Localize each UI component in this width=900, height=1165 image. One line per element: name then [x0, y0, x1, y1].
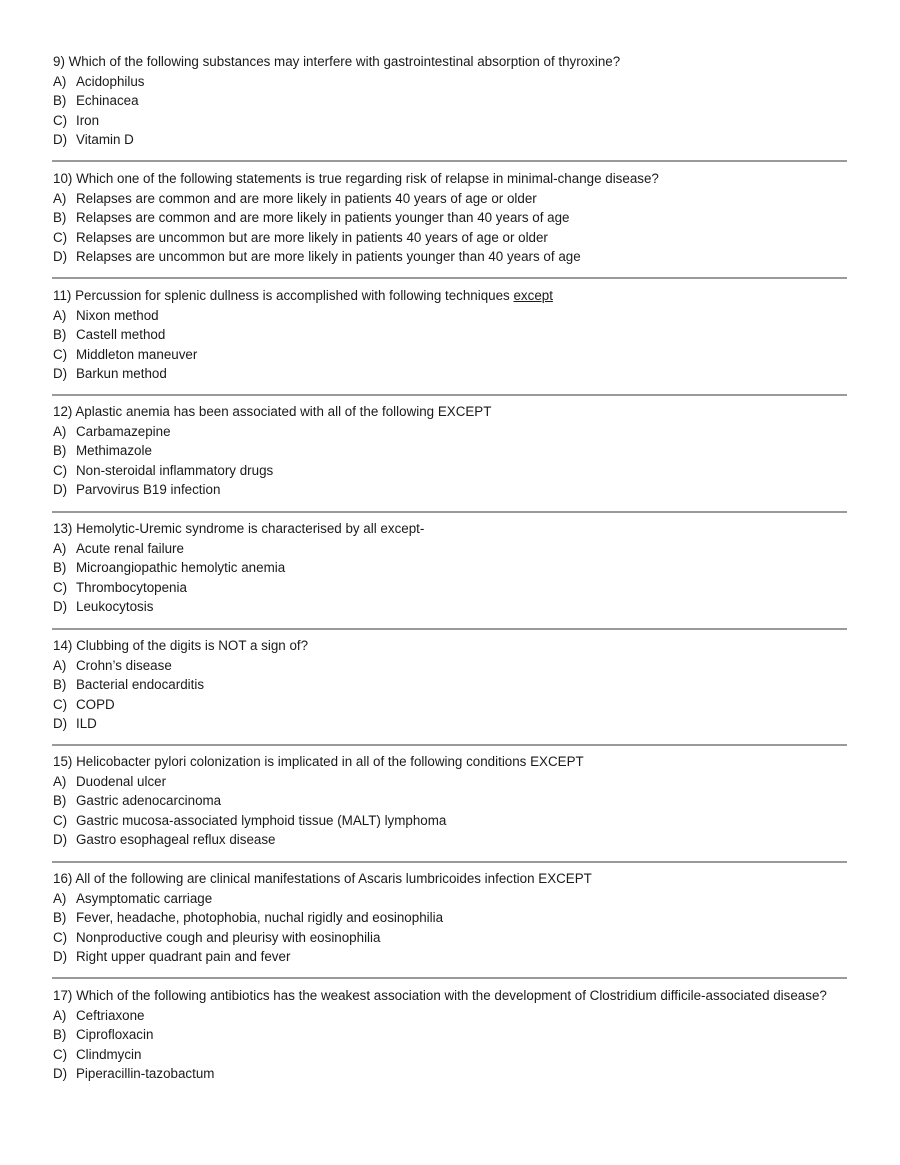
option-c — [53, 345, 848, 365]
option-letter: B) — [53, 793, 67, 808]
option-c — [53, 811, 848, 831]
option-letter: B) — [53, 1027, 67, 1042]
option-text: Ciprofloxacin — [76, 1027, 154, 1042]
option-text: Acidophilus — [76, 73, 145, 89]
divider — [52, 861, 847, 863]
option-a — [53, 889, 848, 909]
question-stem — [53, 286, 848, 306]
question-16 — [53, 869, 848, 967]
option-b — [53, 558, 848, 578]
question-stem: 12) Aplastic anemia has been associated with all of the following EXCEPT — [53, 404, 492, 419]
question-stem: 13) Hemolytic-Uremic syndrome is characterised by all except- — [53, 521, 425, 536]
option-letter: A) — [53, 657, 67, 673]
underlined-word: except — [513, 288, 553, 303]
question-9 — [53, 52, 848, 150]
option-letter: A) — [53, 190, 67, 206]
option-letter: D) — [53, 482, 68, 497]
option-letter: B) — [53, 677, 67, 692]
option-a — [53, 772, 848, 792]
option-c — [53, 578, 848, 598]
option-d — [53, 247, 848, 267]
option-letter: C) — [53, 1046, 68, 1062]
option-text: Thrombocytopenia — [76, 579, 187, 595]
question-12 — [53, 402, 848, 500]
option-text: Ceftriaxone — [76, 1007, 145, 1023]
option-text: Gastro esophageal reflux disease — [76, 832, 276, 847]
option-text: Gastric adenocarcinoma — [76, 793, 222, 808]
option-a — [53, 189, 848, 209]
option-text: Fever, headache, photophobia, nuchal rigidly and eosinophilia — [76, 910, 444, 925]
option-letter: A) — [53, 423, 67, 439]
option-text: Iron — [76, 112, 100, 128]
question-17 — [53, 986, 848, 1084]
option-letter: D) — [53, 716, 68, 731]
option-b — [53, 791, 848, 811]
option-d — [53, 714, 848, 734]
option-letter: C) — [53, 812, 68, 828]
option-text: Relapses are common and are more likely in patients younger than 40 years of age — [76, 210, 570, 225]
option-d — [53, 480, 848, 500]
option-letter: A) — [53, 73, 67, 89]
option-letter: B) — [53, 560, 67, 575]
option-text: Nixon method — [76, 307, 159, 323]
option-letter: B) — [53, 93, 67, 108]
option-d — [53, 830, 848, 850]
option-b — [53, 1025, 848, 1045]
option-text: Methimazole — [76, 443, 152, 458]
option-text: Carbamazepine — [76, 423, 171, 439]
option-text: Microangiopathic hemolytic anemia — [76, 560, 286, 575]
option-letter: C) — [53, 462, 68, 478]
option-d — [53, 947, 848, 967]
option-text: Crohn’s disease — [76, 657, 172, 673]
option-letter: D) — [53, 832, 68, 847]
option-text: Leukocytosis — [76, 599, 154, 614]
option-c — [53, 111, 848, 131]
divider — [52, 977, 847, 979]
option-c — [53, 461, 848, 481]
divider — [52, 160, 847, 162]
option-b — [53, 91, 848, 111]
question-13 — [53, 519, 848, 617]
divider — [52, 628, 847, 630]
option-letter: C) — [53, 346, 68, 362]
option-letter: D) — [53, 949, 68, 964]
option-a — [53, 306, 848, 326]
option-b — [53, 675, 848, 695]
option-d — [53, 597, 848, 617]
option-letter: B) — [53, 210, 67, 225]
option-text: Vitamin D — [76, 132, 134, 147]
option-letter: A) — [53, 540, 67, 556]
option-letter: D) — [53, 132, 68, 147]
divider — [52, 744, 847, 746]
option-a — [53, 539, 848, 559]
option-b — [53, 208, 848, 228]
option-text: Nonproductive cough and pleurisy with eosinophilia — [76, 929, 381, 945]
option-d — [53, 364, 848, 384]
option-letter: C) — [53, 696, 68, 712]
divider — [52, 277, 847, 279]
question-stem: 17) Which of the following antibiotics has the weakest association with the development of Clostridium difficile-associated disease? — [53, 988, 827, 1003]
option-c — [53, 928, 848, 948]
question-10 — [53, 169, 848, 267]
divider — [52, 394, 847, 396]
option-c — [53, 695, 848, 715]
question-11 — [53, 286, 848, 384]
option-letter: A) — [53, 890, 67, 906]
option-c — [53, 1045, 848, 1065]
option-letter: B) — [53, 910, 67, 925]
option-text: Non-steroidal inflammatory drugs — [76, 462, 274, 478]
option-text: COPD — [76, 696, 115, 712]
option-text: Barkun method — [76, 366, 167, 381]
question-stem-text: 11) Percussion for splenic dullness is accomplished with following techniques — [53, 288, 514, 303]
option-letter: C) — [53, 229, 68, 245]
option-text: Bacterial endocarditis — [76, 677, 205, 692]
option-text: Relapses are common and are more likely in patients 40 years of age or older — [76, 190, 537, 206]
question-stem: 15) Helicobacter pylori colonization is implicated in all of the following conditions EXCEPT — [53, 754, 584, 769]
option-text: Echinacea — [76, 93, 139, 108]
option-text: Parvovirus B19 infection — [76, 482, 221, 497]
option-a — [53, 422, 848, 442]
option-d — [53, 1064, 848, 1084]
option-letter: C) — [53, 929, 68, 945]
option-text: ILD — [76, 716, 97, 731]
option-b — [53, 325, 848, 345]
option-letter: D) — [53, 599, 68, 614]
option-letter: C) — [53, 112, 68, 128]
option-letter: D) — [53, 249, 68, 264]
question-14 — [53, 636, 848, 734]
question-stem: 16) All of the following are clinical manifestations of Ascaris lumbricoides infection EXCEPT — [53, 871, 592, 886]
option-letter: A) — [53, 307, 67, 323]
option-text: Acute renal failure — [76, 540, 184, 556]
option-text: Right upper quadrant pain and fever — [76, 949, 291, 964]
option-a — [53, 72, 848, 92]
option-d — [53, 130, 848, 150]
question-stem: 14) Clubbing of the digits is NOT a sign of? — [53, 638, 309, 653]
option-text: Asymptomatic carriage — [76, 890, 213, 906]
option-text: Gastric mucosa-associated lymphoid tissue (MALT) lymphoma — [76, 812, 447, 828]
option-letter: D) — [53, 1066, 68, 1081]
option-b — [53, 441, 848, 461]
option-text: Middleton maneuver — [76, 346, 198, 362]
option-letter: A) — [53, 773, 67, 789]
option-c — [53, 228, 848, 248]
option-text: Castell method — [76, 327, 166, 342]
option-letter: A) — [53, 1007, 67, 1023]
option-text: Relapses are uncommon but are more likely in patients younger than 40 years of age — [76, 249, 581, 264]
option-letter: C) — [53, 579, 68, 595]
divider — [52, 511, 847, 513]
option-text: Duodenal ulcer — [76, 773, 167, 789]
option-a — [53, 1006, 848, 1026]
option-letter: B) — [53, 443, 67, 458]
option-b — [53, 908, 848, 928]
option-text: Clindmycin — [76, 1046, 142, 1062]
option-letter: D) — [53, 366, 68, 381]
question-stem: 10) Which one of the following statements is true regarding risk of relapse in minimal-change disease? — [53, 171, 659, 186]
question-stem: 9) Which of the following substances may interfere with gastrointestinal absorption of thyroxine? — [53, 54, 621, 69]
option-a — [53, 656, 848, 676]
question-15 — [53, 752, 848, 850]
option-text: Relapses are uncommon but are more likely in patients 40 years of age or older — [76, 229, 548, 245]
option-text: Piperacillin-tazobactum — [76, 1066, 215, 1081]
option-letter: B) — [53, 327, 67, 342]
